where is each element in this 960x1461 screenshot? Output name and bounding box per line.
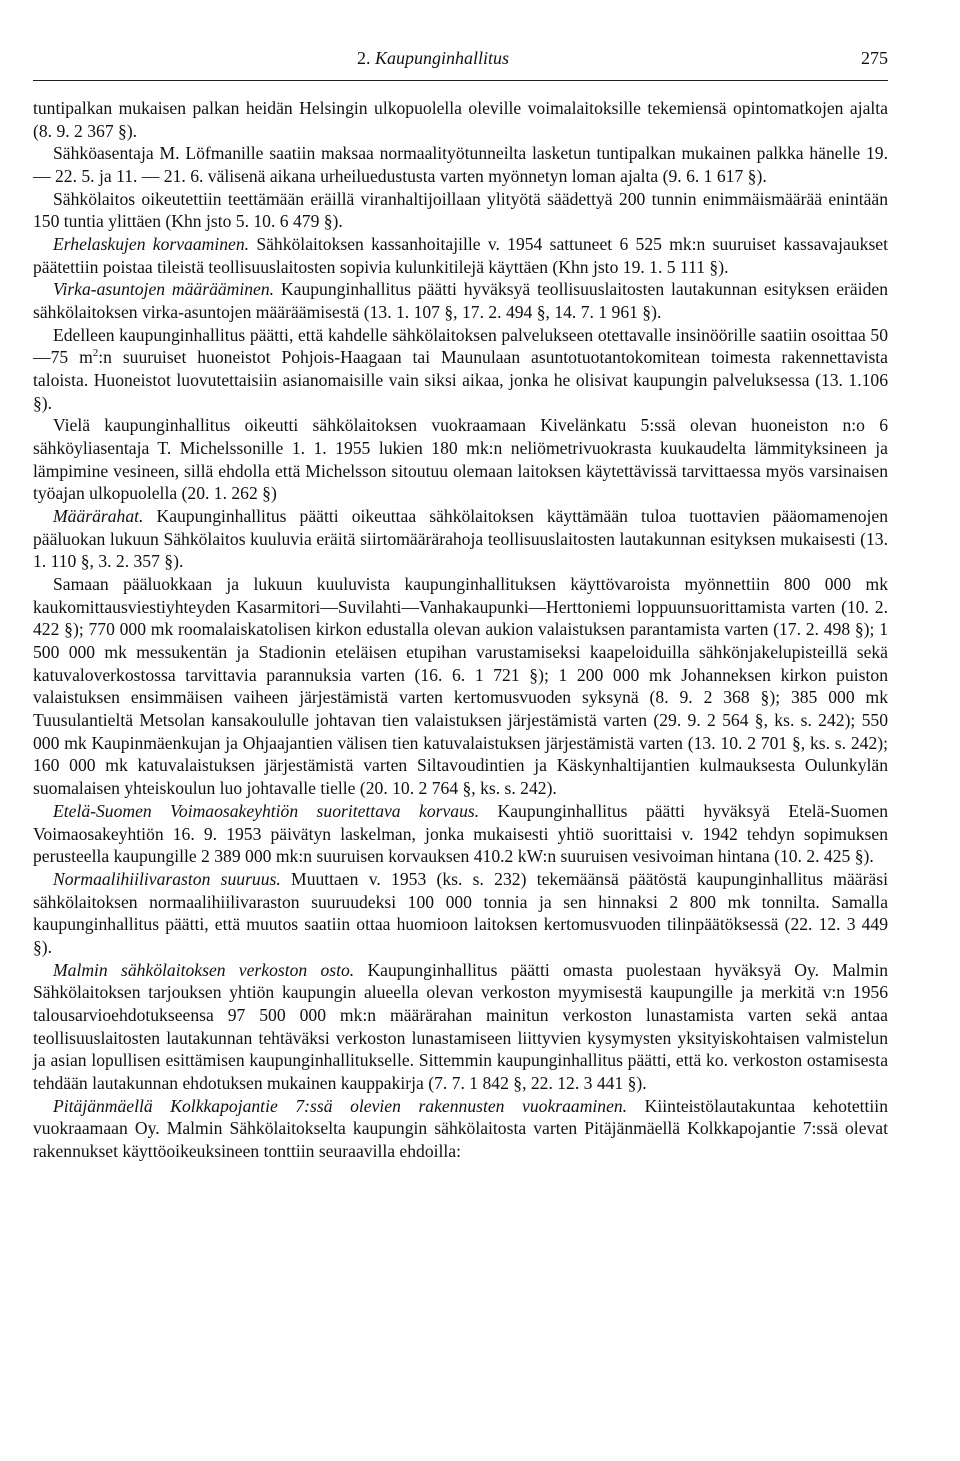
section-heading: Pitäjänmäellä Kolkkapojantie 7:ssä olevien rakennusten vuokraaminen.	[53, 1095, 628, 1116]
paragraph-text: tuntipalkan mukaisen palkan heidän Helsingin ulkopuolella oleville voimalaitoksille tekemiensä opintomatkojen ajalta (8. 9. 2 367 §).	[33, 98, 888, 141]
body-text	[33, 97, 888, 1163]
paragraph-text: Kaupunginhallitus päätti omasta puolestaan hyväksyä Oy. Malmin Sähkölaitoksen tarjouksen yhtiön kaupungin alueella olevan verkoston myymisestä kaupungille ja merkitä v:n 1956 talousarvioehdotukseensa 97 500 000 mk:n määrärahan mainitun verkoston lunastamista varten sekä antaa teollisuuslaitosten lautakunnan tehtäväksi verkoston lunastamiseen liittyvien kysymysten yksityiskohtaisen valmistelun ja asian lopullisen esittämisen kaupunginhallitukselle. Sittemmin kaupunginhallitus päätti, että ko. verkoston ostamisesta tehdään lautakunnan ehdotuksen mukainen kauppakirja (7. 7. 1 842 §, 22. 12. 3 441 §).	[33, 959, 889, 1093]
page-number: 275	[861, 48, 888, 68]
paragraph-text: Sähkölaitoksen kassanhoitajille v. 1954 sattuneet 6 525 mk:n suuruiset kassavajaukset päätettiin poistaa tileistä teollisuuslaitosten sopivia kulunkitilejä käyttäen (Khn jsto 19. 1. 5 111 §).	[33, 234, 888, 277]
paragraph	[33, 414, 888, 505]
paragraph	[33, 97, 888, 142]
paragraph	[33, 278, 888, 323]
paragraph-text: Sähköasentaja M. Löfmanille saatiin maksaa normaalityötunneilta lasketun tuntipalkan mukainen palkka hänelle 19. — 22. 5. ja 11. — 21. 6. välisenä aikana urheiluedustusta varten myönnetyn loman ajalta (9. 6. 1 617 §).	[33, 143, 888, 187]
paragraph-text: Muuttaen v. 1953 (ks. s. 232) tekemäänsä päätöstä kaupunginhallitus määräsi sähkölaitoksen normaalihiilivaraston suuruudeksi 100 000 tonnia ja sen hinnaksi 2 800 mk tonnilta. Samalla kaupunginhallitus päätti, että muutos saatiin ottaa huomioon laitoksen kertomusvuoden tilinpäätöksessä (22. 12. 3 449 §).	[33, 868, 888, 957]
paragraph-text: Kaupunginhallitus päätti hyväksyä teollisuuslaitosten lautakunnan esityksen eräiden sähkölaitoksen virka-asuntojen määräämisestä (13. 1. 107 §, 17. 2. 494 §, 14. 7. 1 961 §).	[33, 279, 889, 323]
paragraph	[33, 233, 888, 278]
paragraph-text: Kaupunginhallitus päätti hyväksyä Etelä-Suomen Voimaosakeyhtiön 16. 9. 1953 päivätyn laskelman, jonka mukaisesti yhtiö suorittaisi v. 1942 tehdyn sopimuksen perusteella kaupungille 2 389 000 mk:n suuruisen korvauksen 410.2 kW:n suuruisen vesivoiman hintana (10. 2. 425 §).	[33, 800, 888, 867]
paragraph-text: Sähkölaitos oikeutettiin teettämään eräillä viranhaltijoillaan ylityötä säädettyä 200 tunnin enimmäismäärää enintään 150 tuntia ylittäen (Khn jsto 5. 10. 6 479 §).	[33, 188, 888, 232]
header-rule	[33, 80, 888, 81]
chapter-title: Kaupunginhallitus	[375, 48, 510, 68]
paragraph	[33, 868, 888, 959]
section-heading: Etelä-Suomen Voimaosakeyhtiön suoritettava korvaus.	[53, 800, 480, 821]
section-heading: Erhelaskujen korvaaminen.	[53, 234, 250, 255]
section-heading: Normaalihiilivaraston suuruus.	[53, 868, 281, 889]
section-heading: Virka-asuntojen määrääminen.	[53, 279, 275, 300]
paragraph	[33, 800, 888, 868]
paragraph	[33, 505, 888, 573]
chapter-number: 2.	[357, 48, 371, 68]
paragraph	[33, 324, 888, 415]
running-header	[33, 48, 888, 82]
paragraph-text: :n suuruiset huoneistot Pohjois-Haagaan tai Maunulaan asuntotuotantokomitean toimesta rakennettavista taloista. Huoneistot luovutettaisiin asianomaisille vain siksi aikaa, jonka he olisivat kaupungin palveluksessa (13. 1.106 §).	[33, 347, 888, 413]
paragraph	[33, 959, 888, 1095]
superscript: 2	[92, 347, 99, 360]
paragraph	[33, 142, 888, 187]
paragraph-text: Kaupunginhallitus päätti oikeuttaa sähkölaitoksen käyttämään tuloa tuottavien pääomamenojen pääluokan lukuun Sähkölaitos kuuluvia eräitä siirtomäärärahoja teollisuuslaitosten lautakunnan esityksen mukaisesti (13. 1. 110 §, 3. 2. 357 §).	[33, 506, 888, 572]
paragraph	[33, 1095, 888, 1163]
paragraph-text: Kiinteistölautakuntaa kehotettiin vuokraamaan Oy. Malmin Sähkölaitokselta kaupungin sähkölaitosta varten Pitäjänmäellä Kolkkapojantie 7:ssä olevat rakennukset käyttöoikeuksineen tonttiin seuraavilla ehdoilla:	[33, 1095, 888, 1161]
paragraph	[33, 573, 888, 800]
chapter-heading	[357, 48, 509, 69]
paragraph-text: Vielä kaupunginhallitus oikeutti sähkölaitoksen vuokraamaan Kivelänkatu 5:ssä olevan huoneiston n:o 6 sähköyliasentaja T. Michelssonille 1. 1. 1955 lukien 180 mk:n neliömetrivuokrasta kuukaudelta lämmityksineen ja lämpimine vesineen, sillä ehdolla että Michelsson sitoutuu olemaan laitoksen käytettävissä tarvittaessa myös varsinaisen työajan ulkopuolella (20. 1. 262 §)	[33, 415, 888, 504]
section-heading: Määrärahat.	[53, 506, 144, 527]
paragraph	[33, 188, 888, 233]
section-heading: Malmin sähkölaitoksen verkoston osto.	[53, 959, 355, 980]
paragraph-text: Edelleen kaupunginhallitus päätti, että kahdelle sähkölaitoksen palvelukseen otettavalle insinöörille saatiin osoittaa 50—75 m	[33, 324, 888, 368]
paragraph-text: Samaan pääluokkaan ja lukuun kuuluvista kaupunginhallituksen käyttövaroista myönnettiin 800 000 mk kaukomittausviestiyhteyden Kasarmitori—Suvilahti—Vanhakaupunki—Herttoniemi loppuunsuorittamista varten (10. 2. 422 §); 770 000 mk roomalaiskatolisen kirkon edustalla olevan aukion valaistuksen parantamista varten (17. 2. 498 §); 1 500 000 mk messukentän ja Stadionin eteläisen etupihan varustamiseksi kaapeloiduilla sähkönjakelupisteillä sekä katuvaloverkostossa tarvittavia parannuksia varten (16. 6. 1 721 §); 1 200 000 mk Johanneksen kirkon puiston valaistuksen ensimmäisen vaiheen järjestämistä varten kertomusvuoden syksynä (8. 9. 2 368 §); 385 000 mk Tuusulantieltä Metsolan kansakoululle johtavan tien valaistuksen järjestämistä varten (29. 9. 2 564 §, ks. s. 242); 550 000 mk Kaupinmäenkujan ja Ohjaajantien välisen tien katuvalaistuksen järjestämistä varten (13. 10. 2 701 §, ks. s. 242); 160 000 mk katuvalaistuksen järjestämistä varten Siltavoudintien ja Käskynhaltijantien kulmauksesta Oulunkylän suomalaisen yhteiskoulun luo johtavalle tielle (20. 10. 2 764 §, ks. s. 242).	[33, 574, 888, 799]
